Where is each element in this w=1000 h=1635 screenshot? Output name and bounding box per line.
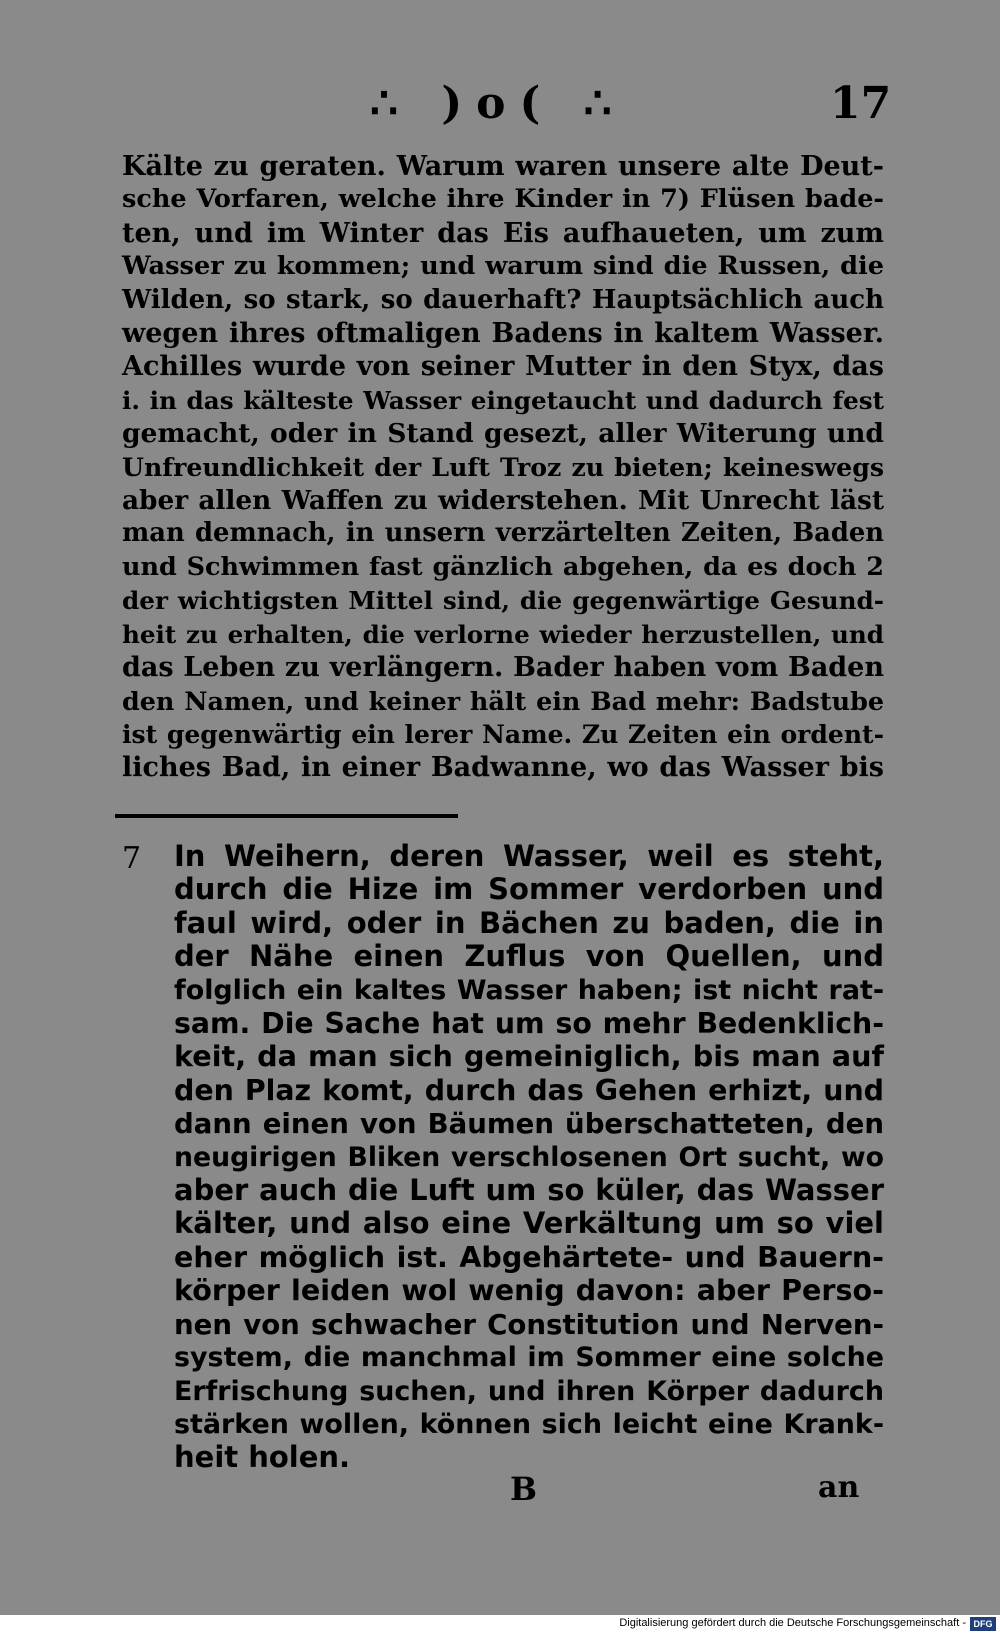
text-line: den Namen, und keiner hält ein Bad mehr: Badstube: [122, 685, 884, 716]
text-line: wegen ihres oftmaligen Badens in kaltem Wasser.: [122, 318, 884, 350]
footnote-line: dann einen von Bäumen überschatteten, den: [174, 1107, 884, 1141]
footnote-line: Erfrischung suchen, und ihren Körper dadurch: [174, 1375, 884, 1407]
footnote-marker: 7: [122, 841, 142, 876]
text-line: Wilden, so stark, so dauerhaft? Hauptsächlich auch: [122, 284, 884, 315]
text-line: liches Bad, in einer Badwanne, wo das Wasser bis: [122, 752, 884, 784]
page-number: 17: [830, 78, 892, 129]
footnote-line: system, die manchmal im Sommer eine solche: [174, 1342, 884, 1374]
footnote-text: [174, 840, 884, 1475]
text-line: Unfreundlichkeit der Luft Troz zu bieten; keineswegs: [122, 451, 884, 482]
footnote-line: keit, da man sich gemeiniglich, bis man auf: [174, 1039, 884, 1074]
text-line: aber allen Waffen zu widerstehen. Mit Unrecht läst: [122, 485, 884, 517]
page-header: [0, 78, 1000, 138]
footnote-line: neugirigen Bliken verschlosenen Ort sucht, wo: [174, 1141, 884, 1173]
footnote-line: körper leiden wol wenig davon: aber Perso-: [174, 1273, 884, 1308]
text-line: sche Vorfaren, welche ihre Kinder in 7) Flüsen bade-: [122, 184, 884, 215]
signature-mark: B: [510, 1470, 538, 1508]
text-line: ten, und im Winter das Eis aufhaueten, um zum: [122, 217, 884, 249]
main-text-block: [122, 150, 884, 785]
text-line: ist gegenwärtig ein lerer Name. Zu Zeiten ein ordent-: [122, 718, 884, 749]
footnote-line: der Nähe einen Zuflus von Quellen, und: [174, 939, 884, 974]
header-ornament: ∴ )o( ∴: [370, 78, 626, 129]
footnote-line: heit holen.: [174, 1440, 351, 1475]
dfg-logo: DFG: [970, 1617, 996, 1631]
text-line: heit zu erhalten, die verlorne wieder herzustellen, und: [122, 619, 884, 649]
footnote-line: nen von schwacher Constitution und Nerven-: [174, 1307, 884, 1341]
footnote-line: eher möglich ist. Abgehärtete- und Bauern-: [174, 1240, 884, 1274]
footnote-divider: [115, 814, 458, 818]
text-line: Wasser zu kommen; und warum sind die Russen, die: [122, 251, 884, 282]
funding-credit: Digitalisierung gefördert durch die Deutsche Forschungsgemeinschaft -: [619, 1617, 966, 1629]
footnote-line: aber auch die Luft um so küler, das Wasser: [174, 1173, 884, 1208]
footnote-line: faul wird, oder in Bächen zu baden, die in: [174, 905, 884, 940]
text-line: Achilles wurde von seiner Mutter in den Styx, das: [122, 351, 884, 383]
text-line: und Schwimmen fast gänzlich abgehen, da es doch 2: [122, 551, 884, 582]
footnote-line: folglich ein kaltes Wasser haben; ist nicht rat-: [174, 974, 884, 1006]
footnote-line: den Plaz komt, durch das Gehen erhizt, und: [174, 1073, 884, 1107]
catchword: an: [818, 1470, 860, 1505]
text-line: i. in das kälteste Wasser eingetaucht und dadurch fest: [122, 385, 884, 415]
text-line: das Leben zu verlängern. Bader haben vom Baden: [122, 652, 884, 684]
footnote-line: stärken wollen, können sich leicht eine Krank-: [174, 1408, 884, 1440]
text-line: Kälte zu geraten. Warum waren unsere alte Deut-: [122, 151, 884, 182]
footnote-line: kälter, und also eine Verkältung um so viel: [174, 1206, 884, 1241]
text-line: man demnach, in unsern verzärtelten Zeiten, Baden: [122, 518, 884, 549]
text-line: gemacht, oder in Stand gesezt, aller Witerung und: [122, 418, 884, 450]
footer-bar: [0, 1615, 1000, 1635]
text-line: der wichtigsten Mittel sind, die gegenwärtige Gesund-: [122, 586, 884, 616]
footnote-line: sam. Die Sache hat um so mehr Bedenklich-: [174, 1007, 884, 1041]
footnote-line: durch die Hize im Sommer verdorben und: [174, 872, 884, 907]
footnote-line: In Weihern, deren Wasser, weil es steht,: [174, 839, 884, 873]
